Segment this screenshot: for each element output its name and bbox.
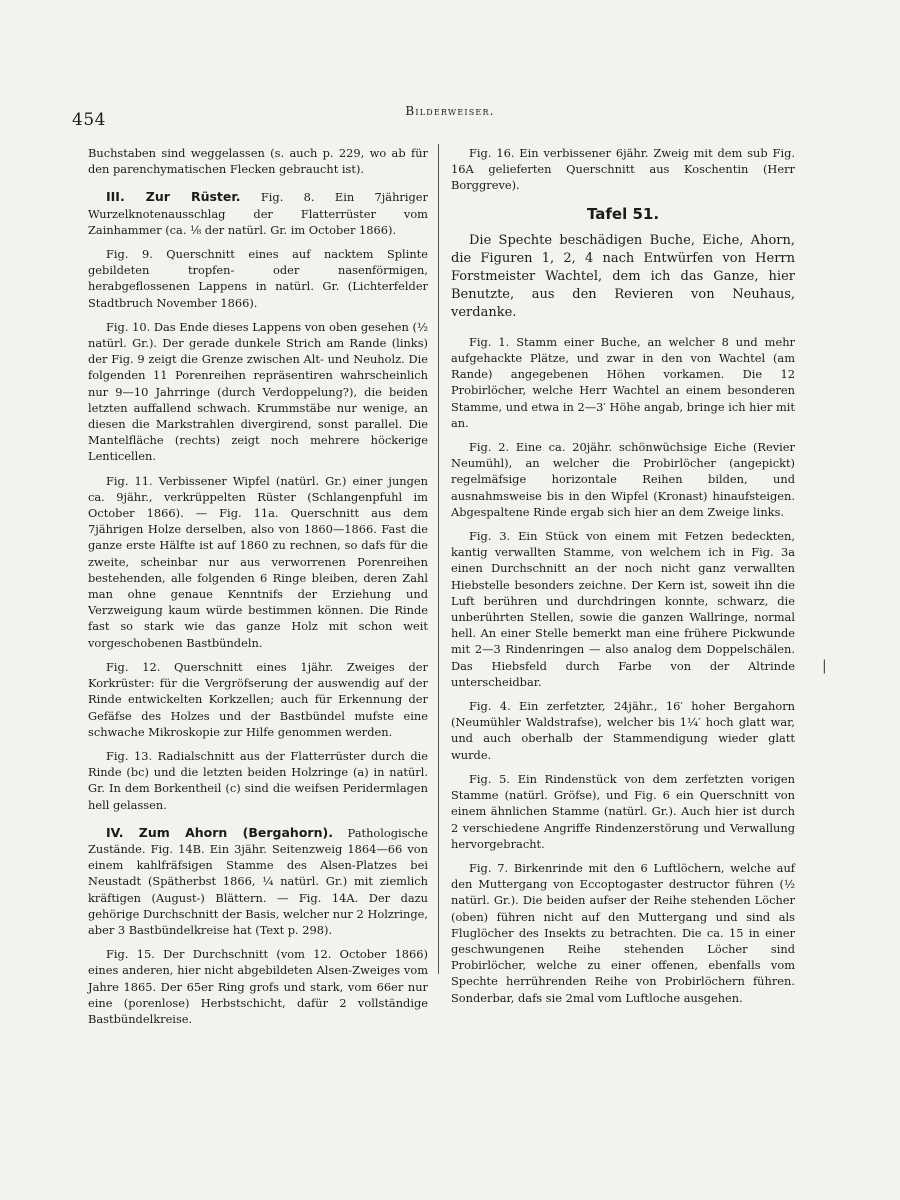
plate-intro: Die Spechte beschädigen Buche, Eiche, Ahorn, die Figuren 1, 2, 4 nach Entwürfen von Herrn Forstmeister Wachtel, dem ich das Ganze, hier Benutzte, aus den Revieren von Neuhaus, verdanke. — [451, 232, 795, 320]
fig-13-caption: Fig. 13. Radialschnitt aus der Flatterrüster durch die Rinde (bc) und die letzten beiden Holzringe (a) in natürl. Gr. In dem Borkentheil (c) sind die weifsen Peridermlagen hell gelassen. — [88, 748, 428, 812]
fig-10-caption: Fig. 10. Das Ende dieses Lappens von oben gesehen (½ natürl. Gr.). Der gerade dunkele Strich am Rande (links) der Fig. 9 zeigt die Grenze zwischen Alt- und Neuholz. Die folgenden 11 Porenreihen repräsentiren wahrscheinlich nur 9—10 Jahrringe (durch Verdoppelung?), die beiden letzten auffallend schwach. Krummstäbe nur wenige, an diesen die Markstrahlen divergirend, sonst parallel. Die Mantelfläche (rechts) zeigt noch mehrere höckerige Lenticellen. — [88, 319, 428, 464]
fig-3-caption: Fig. 3. Ein Stück von einem mit Fetzen bedeckten, kantig verwallten Stamme, von welchem ich in Fig. 3a einen Durchschnitt an der noch nicht ganz verwallten Hiebstelle besonders zeichne. Der Kern ist, soweit ihn die Luft berühren und durchdringen konnte, schwarz, die unberührten Stellen, sowie die ganzen Wallringe, normal hell. An einer Stelle bemerkt man eine frühere Pickwunde mit 2—3 Rindenringen — also analog dem Doppelschälen. Das Hiebsfeld durch Farbe von der Altrinde unterscheidbar. — [451, 529, 795, 689]
fig-11-caption: Fig. 11. Verbissener Wipfel (natürl. Gr.) einer jungen ca. 9jähr., verkrüppelten Rüster (Schlangenpfuhl im October 1866). — Fig. 11a. Querschnitt aus dem 7jährigen Holze derselben, also von 1860—1866. Fast die ganze erste Hälfte ist auf 1860 zu rechnen, so dafs für die zweite, scheinbar nur aus verworrenen Porenreihen bestehenden, alle folgenden 6 Ringe bleiben, deren Zahl man ohne genaue Kenntnifs der Erziehung und Verzweigung kaum würde bestimmen können. Die Rinde fast so stark wie das ganze Holz mit schon weit vorgeschobenen Bastbündeln. — [88, 473, 428, 650]
section-IV-body: Pathologische Zustände. Fig. 14B. Ein 3jähr. Seitenzweig 1864—66 von einem kahlfräfsigen Stamme des Alsen-Platzes bei Neustadt (Spätherbst 1866, ¼ natürl. Gr.) mit ziemlich kräftigen (August-) Blättern. — Fig. 14A. Der dazu gehörige Durchschnitt der Basis, welcher nur 2 Holzringe, aber 3 Bastbündelkreise hat (Text p. 298). — [88, 825, 428, 937]
fig-12-caption: Fig. 12. Querschnitt eines 1jähr. Zweiges der Korkrüster: für die Vergröfserung der auswendig auf der Rinde entwickelten Korkzellen; auch für Erkennung der Gefäfse des Holzes und der Bastbündel mufste eine schwache Mikroskopie zur Hilfe genommen werden. — [88, 659, 428, 739]
page-number: 454 — [72, 110, 106, 130]
paragraph-continuation: Buchstaben sind weggelassen (s. auch p. 229, wo ab für den parenchymatischen Flecken gebraucht ist). — [88, 146, 428, 177]
fig-9-caption: Fig. 9. Querschnitt eines auf nacktem Splinte gebildeten tropfen- oder nasenförmigen, herabgeflossenen Lappens in natürl. Gr. (Lichterfelder Stadtbruch November 1866). — [88, 247, 428, 310]
margin-mark: | — [822, 658, 827, 674]
section-IV-text — [88, 825, 428, 938]
fig-4-caption: Fig. 4. Ein zerfetzter, 24jähr., 16′ hoher Bergahorn (Neumühler Waldstrafse), welcher bis 1¼′ hoch glatt war, und auch oberhalb der Stammendigung wieder glatt wurde. — [451, 699, 795, 762]
left-column — [88, 145, 428, 1035]
fig-7-caption: Fig. 7. Birkenrinde mit den 6 Luftlöchern, welche auf den Muttergang von Eccoptogaster destructor führen (½ natürl. Gr.). Die beiden aufser der Reihe stehenden Löcher (oben) führen nicht auf den Muttergang und sind als Fluglöcher des Insekts zu betrachten. Die ca. 15 in einer geschwungenen Reihe stehenden Löcher sind Probirlöcher, welche zu einer offenen, ebenfalls vom Spechte herrührenden Reihe von Probirlöchern führen. Sonderbar, dafs sie 2mal vom Luftloche ausgehen. — [451, 860, 795, 1005]
section-III-text — [88, 189, 428, 238]
fig-1-caption: Fig. 1. Stamm einer Buche, an welcher 8 und mehr aufgehackte Plätze, und zwar in den von Wachtel (am Rande) angegebenen Höhen vorkamen. Die 12 Probirlöcher, welche Herr Wachtel an einem besonderen Stamme, und etwa in 2—3′ Höhe angab, bringe ich hier mit an. — [451, 334, 795, 430]
fig-2-caption: Fig. 2. Eine ca. 20jähr. schönwüchsige Eiche (Revier Neumühl), an welcher die Probirlöcher (angepickt) regelmäfsige horizontale Reihen bilden, und ausnahmsweise bis in den Wipfel (Kronast) hinaufsteigen. Abgespaltene Rinde ergab sich hier an dem Zweige links. — [451, 440, 795, 519]
running-head: Bilderweiser. — [405, 104, 495, 118]
section-IV-heading: IV. Zum Ahorn (Bergahorn). — [106, 824, 333, 840]
fig-16-caption: Fig. 16. Ein verbissener 6jähr. Zweig mit dem sub Fig. 16A gelieferten Querschnitt aus Koschentin (Herr Borggreve). — [451, 146, 795, 193]
fig-5-caption: Fig. 5. Ein Rindenstück von dem zerfetzten vorigen Stamme (natürl. Gröfse), und Fig. 6 ein Querschnitt von einem ähnlichen Stamme (natürl. Gr.). Auch hier ist durch 2 verschiedene Angriffe Rindenzerstörung und Verwallung hervorgebracht. — [451, 771, 795, 851]
right-column — [451, 145, 795, 1014]
section-III-body: Fig. 8. Ein 7jähriger Wurzelknotenausschlag der Flatterrüster vom Zainhammer (ca. ⅛ der natürl. Gr. im October 1866). — [88, 190, 428, 237]
fig-15-caption: Fig. 15. Der Durchschnitt (vom 12. October 1866) eines anderen, hier nicht abgebildeten Alsen-Zweiges vom Jahre 1865. Der 65er Ring grofs und stark, vom 66er nur eine (porenlose) Herbstschicht, dafür 2 vollständige Bastbündelkreise. — [88, 947, 428, 1026]
plate-heading: Tafel 51. — [586, 204, 660, 223]
column-divider — [438, 144, 439, 974]
section-III-heading: III. Zur Rüster. — [106, 189, 241, 205]
